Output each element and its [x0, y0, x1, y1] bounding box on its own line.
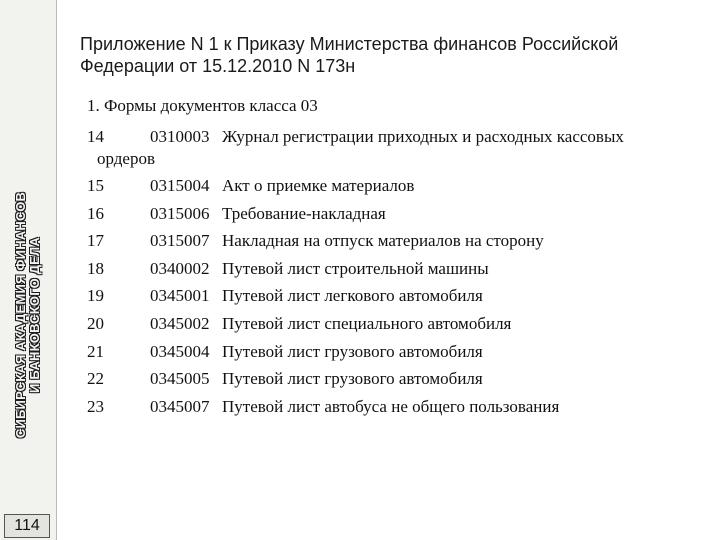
row-name: Журнал регистрации приходных и расходных кассовых	[222, 127, 624, 146]
row-number: 22	[87, 369, 104, 388]
row-code: 0315007	[150, 231, 210, 250]
row-name: Требование-накладная	[222, 204, 386, 223]
page-header	[80, 33, 700, 77]
row-number: 18	[87, 259, 104, 278]
row-number: 23	[87, 397, 104, 416]
row-name: Путевой лист грузового автомобиля	[222, 369, 483, 388]
header-line2: Федерации от 15.12.2010 N 173н	[80, 56, 356, 76]
row-code: 0310003	[150, 127, 210, 146]
row-number: 15	[87, 176, 104, 195]
row-code: 0345005	[150, 369, 210, 388]
row-number: 20	[87, 314, 104, 333]
row-number: 17	[87, 231, 104, 250]
row-code: 0345004	[150, 342, 210, 361]
sidebar-title-line2: И БАНКОВСКОГО ДЕЛА	[27, 237, 42, 393]
sidebar-vertical-title	[14, 192, 42, 438]
row-name: Путевой лист строительной машины	[222, 259, 489, 278]
row-number: 14	[87, 127, 104, 146]
header-line1: Приложение N 1 к Приказу Министерства финансов Российской	[80, 34, 619, 54]
row-number: 19	[87, 286, 104, 305]
section-title: 1. Формы документов класса 03	[87, 96, 318, 115]
page-number: 114	[4, 514, 50, 538]
row-code: 0340002	[150, 259, 210, 278]
row-code: 0345002	[150, 314, 210, 333]
sidebar-title-line1: СИБИРСКАЯ АКАДЕМИЯ ФИНАНСОВ	[13, 191, 28, 439]
row-name: Акт о приемке материалов	[222, 176, 415, 195]
row-code: 0345001	[150, 286, 210, 305]
row-name-continuation: ордеров	[97, 149, 155, 168]
row-name: Накладная на отпуск материалов на сторону	[222, 231, 544, 250]
row-code: 0315004	[150, 176, 210, 195]
row-name: Путевой лист автобуса не общего пользования	[222, 397, 560, 416]
sidebar	[0, 0, 57, 540]
row-number: 21	[87, 342, 104, 361]
row-name: Путевой лист легкового автомобиля	[222, 286, 483, 305]
row-code: 0345007	[150, 397, 210, 416]
table-row	[87, 126, 687, 170]
row-code: 0315006	[150, 204, 210, 223]
row-name: Путевой лист специального автомобиля	[222, 314, 512, 333]
row-number: 16	[87, 204, 104, 223]
row-name: Путевой лист грузового автомобиля	[222, 342, 483, 361]
